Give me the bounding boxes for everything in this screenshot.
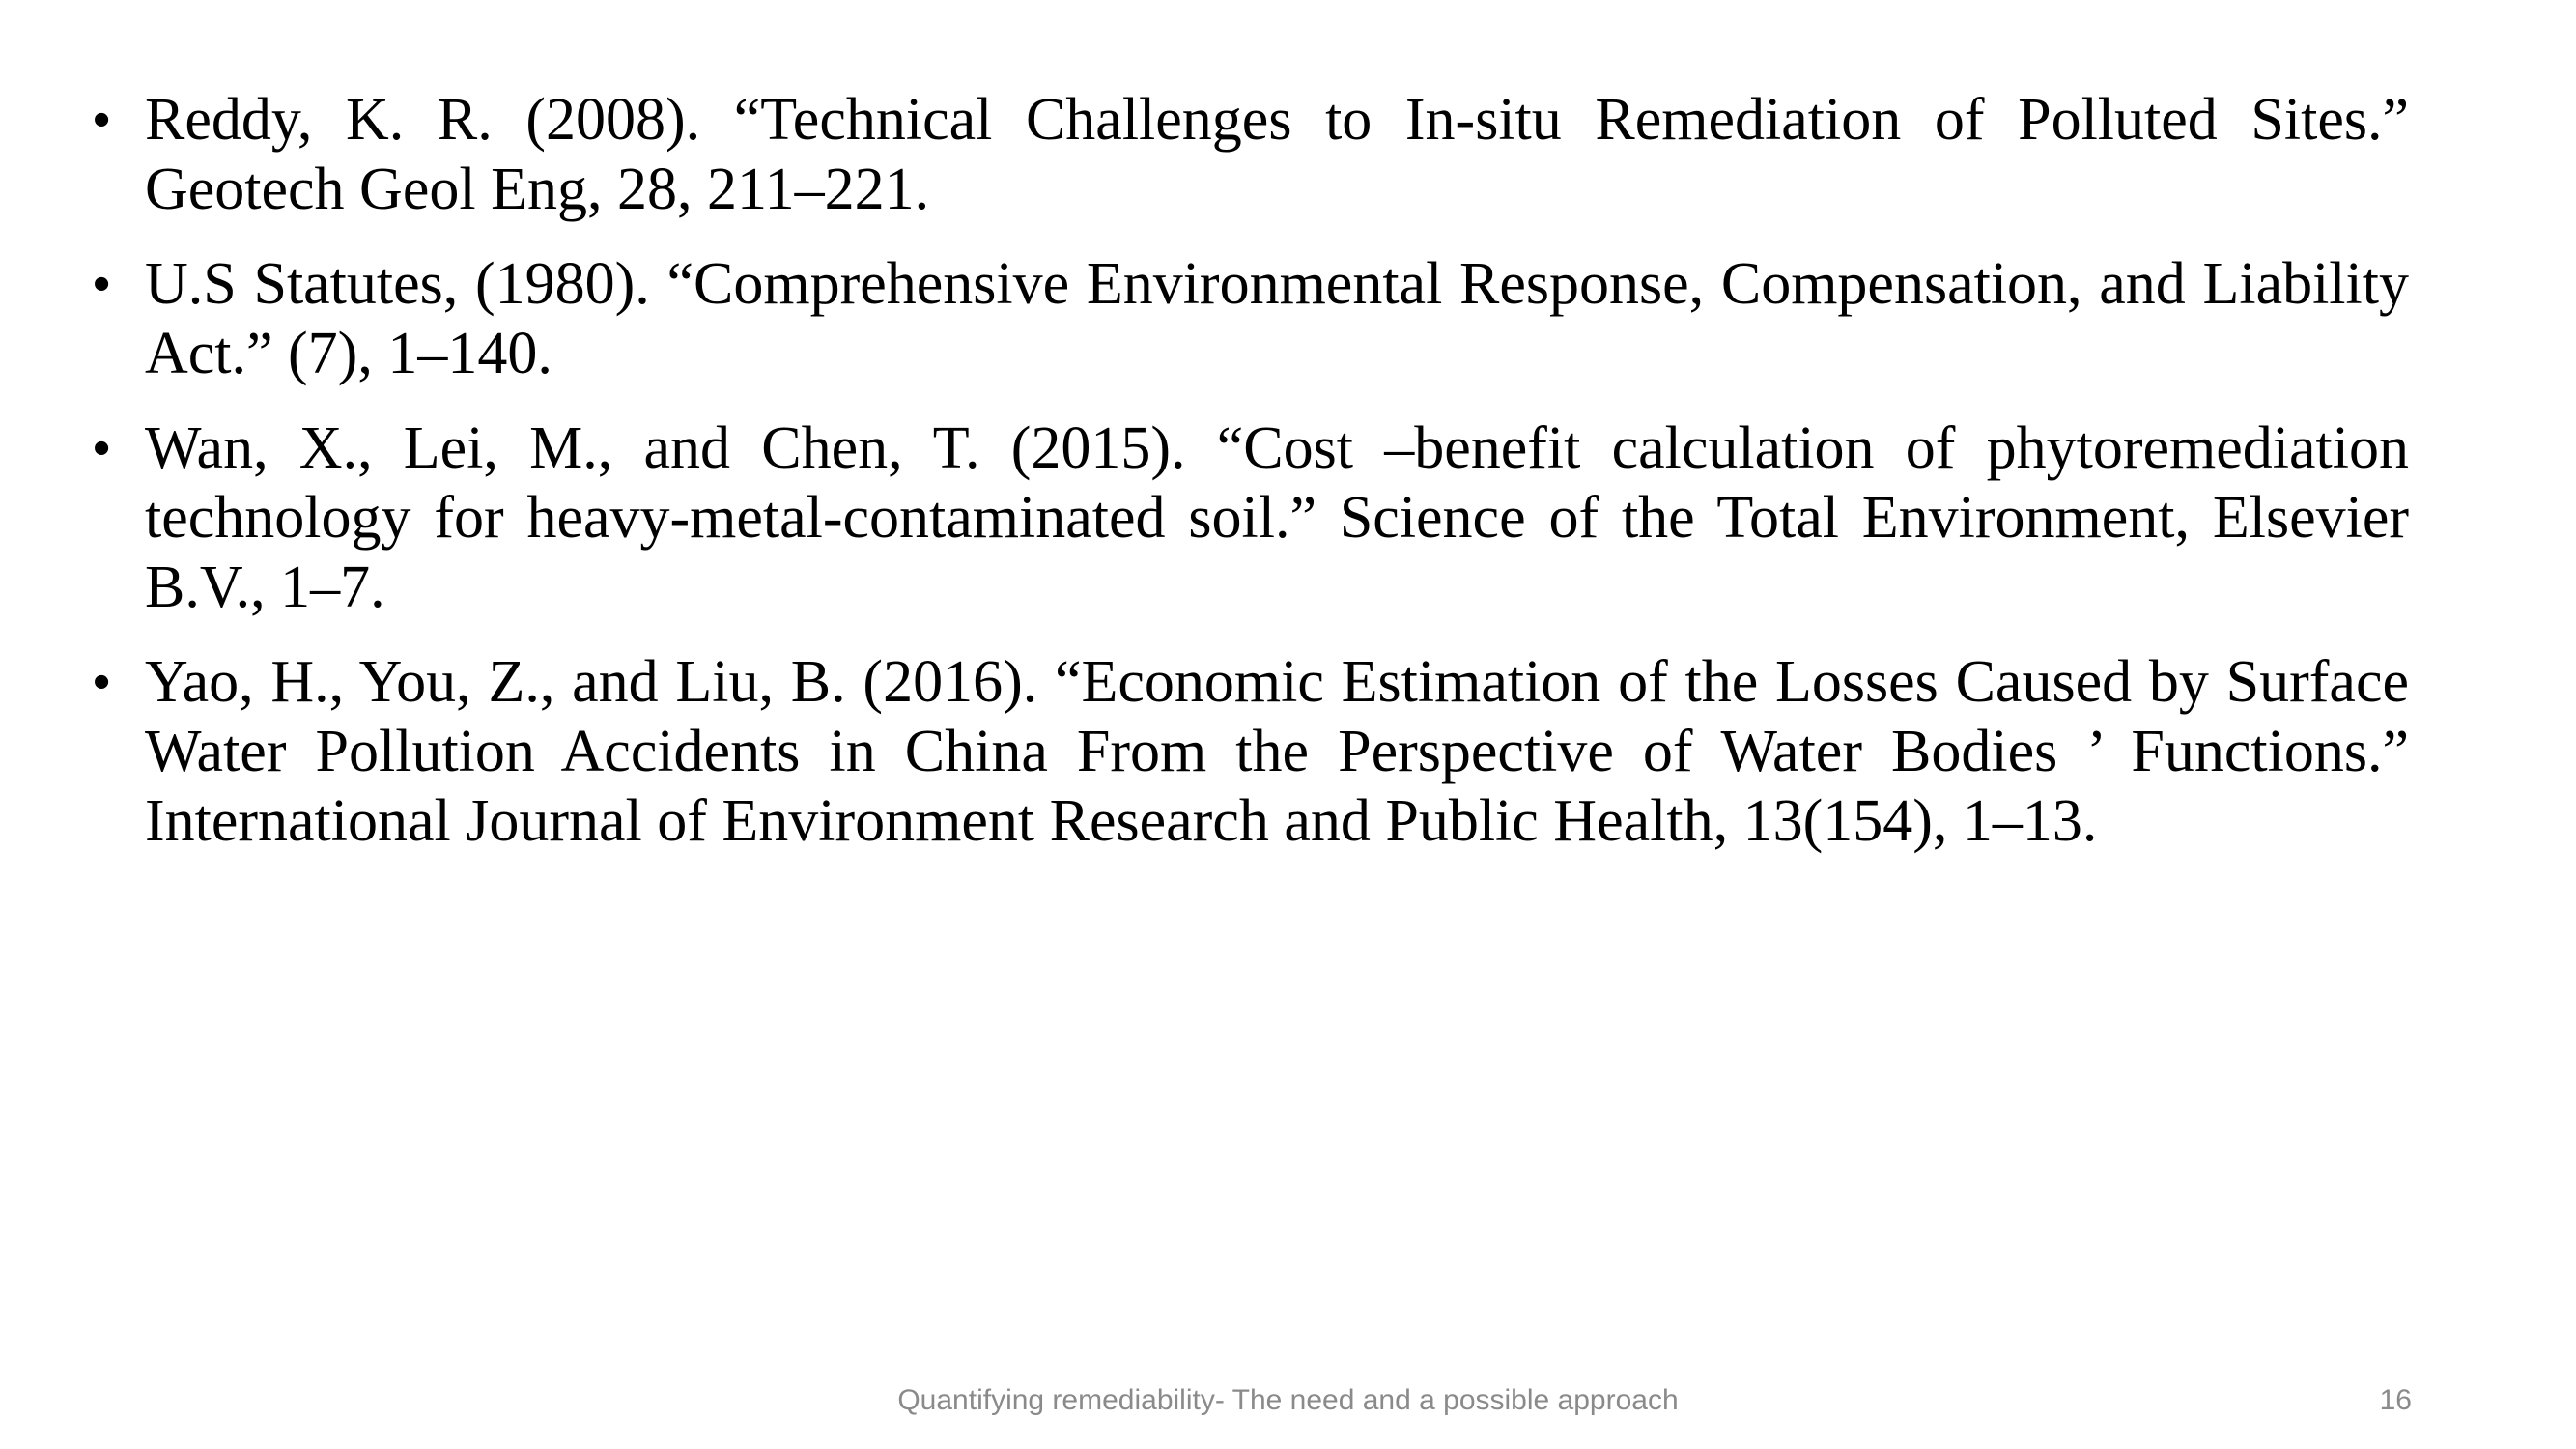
bullet-icon: • <box>93 654 111 710</box>
reference-text: Wan, X., Lei, M., and Chen, T. (2015). “Cost –benefit calculation of phytoremediation technology for heavy-metal-contaminated soil.” Science of the Total Environment, Elsevier B.V., 1–7. <box>145 415 2409 620</box>
bullet-icon: • <box>93 420 111 476</box>
reference-text: U.S Statutes, (1980). “Comprehensive Environmental Response, Compensation, and Liability Act.” (7), 1–140. <box>145 251 2409 386</box>
page-number: 16 <box>2379 1384 2412 1416</box>
slide-footer <box>0 1381 2576 1420</box>
bullet-icon: • <box>93 256 111 312</box>
bullet-icon: • <box>93 92 111 148</box>
reference-item <box>89 249 2409 388</box>
reference-item <box>89 85 2409 224</box>
footer-title: Quantifying remediability- The need and a possible approach <box>897 1384 1679 1416</box>
reference-text: Reddy, K. R. (2008). “Technical Challenges to In-situ Remediation of Polluted Sites.” Geotech Geol Eng, 28, 211–221. <box>145 87 2409 222</box>
reference-text: Yao, H., You, Z., and Liu, B. (2016). “Economic Estimation of the Losses Caused by Surface Water Pollution Accidents in China From the Perspective of Water Bodies ’ Functions.” International Journal of Environment Research and Public Health, 13(154), 1–13. <box>145 649 2409 854</box>
reference-list <box>89 85 2409 881</box>
reference-item <box>89 647 2409 856</box>
reference-item <box>89 413 2409 622</box>
